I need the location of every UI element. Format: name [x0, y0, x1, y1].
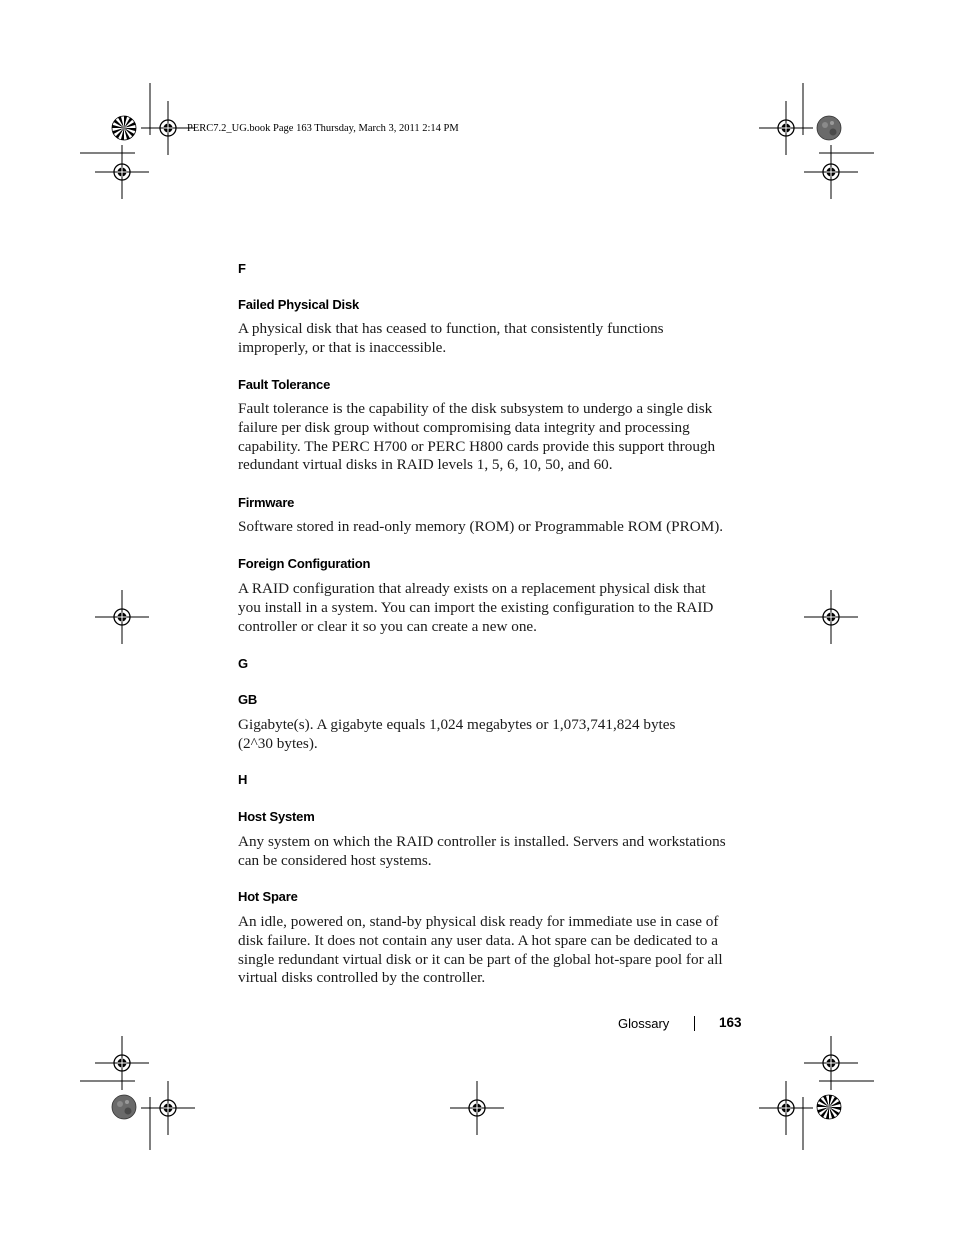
page-number: 163 [719, 1015, 742, 1030]
term-fault-tolerance: Fault Tolerance [238, 377, 331, 392]
term-host-system: Host System [238, 809, 315, 824]
term-failed-physical-disk: Failed Physical Disk [238, 297, 360, 312]
definition-line: virtual disks controlled by the controller. [238, 969, 486, 987]
print-slug: PERC7.2_UG.book Page 163 Thursday, March 3, 2011 2:14 PM [187, 123, 459, 134]
section-letter-h: H [238, 772, 248, 787]
definition-hot-spare [238, 913, 748, 988]
definition-line: (2^30 bytes). [238, 734, 318, 752]
definition-fault-tolerance [238, 400, 748, 475]
definition-foreign-configuration [238, 580, 748, 636]
definition-line: disk failure. It does not contain any user data. A hot spare can be dedicated to a [238, 931, 718, 949]
definition-line: you install in a system. You can import the existing configuration to the RAID [238, 598, 714, 616]
term-foreign-configuration: Foreign Configuration [238, 556, 371, 571]
definition-line: can be considered host systems. [238, 851, 432, 869]
definition-line: A RAID configuration that already exists on a replacement physical disk that [238, 580, 706, 597]
definition-firmware [238, 518, 748, 537]
definition-line: capability. The PERC H700 or PERC H800 cards provide this support through [238, 437, 716, 455]
footer-separator [694, 1016, 695, 1031]
definition-line: improperly, or that is inaccessible. [238, 338, 447, 356]
definition-line: controller or clear it so you can create a new one. [238, 617, 537, 635]
definition-line: Gigabyte(s). A gigabyte equals 1,024 megabytes or 1,073,741,824 bytes [238, 716, 676, 733]
definition-gb [238, 716, 748, 754]
definition-line: An idle, powered on, stand-by physical disk ready for immediate use in case of [238, 913, 719, 930]
term-hot-spare: Hot Spare [238, 889, 298, 904]
definition-line: single redundant virtual disk or it can be part of the global hot-spare pool for all [238, 950, 723, 968]
definition-failed-physical-disk [238, 320, 748, 358]
term-gb: GB [238, 692, 258, 707]
section-letter-f: F [238, 261, 246, 276]
definition-line: A physical disk that has ceased to function, that consistently functions [238, 320, 664, 337]
definition-line: Fault tolerance is the capability of the disk subsystem to undergo a single disk [238, 400, 713, 417]
definition-line: redundant virtual disks in RAID levels 1, 5, 6, 10, 50, and 60. [238, 456, 613, 474]
footer-chapter-label: Glossary [618, 1016, 670, 1031]
definition-line: failure per disk group without compromising data integrity and processing [238, 418, 690, 436]
definition-host-system [238, 833, 748, 871]
term-firmware: Firmware [238, 495, 295, 510]
definition-line: Any system on which the RAID controller is installed. Servers and workstations [238, 833, 726, 850]
section-letter-g: G [238, 656, 249, 671]
definition-line: Software stored in read-only memory (ROM) or Programmable ROM (PROM). [238, 518, 724, 535]
